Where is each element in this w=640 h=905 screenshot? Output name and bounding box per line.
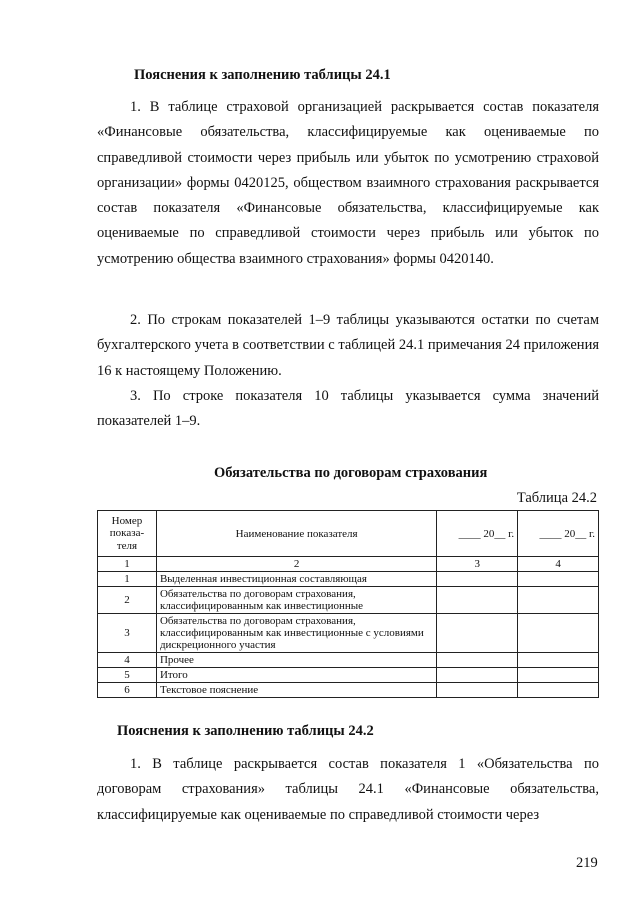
section1-paragraph-1 [97,95,599,272]
row-value-period-2 [518,683,599,698]
row-name: Прочее [156,653,436,668]
row-value-period-1 [437,614,518,653]
table-row [98,683,599,698]
row-value-period-1 [437,683,518,698]
row-number: 4 [98,653,157,668]
row-number: 1 [98,572,157,587]
table-row [98,587,599,614]
row-value-period-1 [437,572,518,587]
table-header-row [98,511,599,557]
row-number: 6 [98,683,157,698]
section2-paragraph-1 [97,752,599,828]
row-value-period-2 [518,614,599,653]
row-value-period-2 [518,572,599,587]
section1-heading: Пояснения к заполнению таблицы 24.1 [134,67,391,83]
row-value-period-1 [437,668,518,683]
column-number: 4 [518,557,599,572]
table-row [98,572,599,587]
row-value-period-1 [437,653,518,668]
row-name: Обязательства по договорам страхования, классифицированным как инвестиционные с условиями дискреционного участия [156,614,436,653]
row-value-period-2 [518,668,599,683]
row-value-period-1 [437,587,518,614]
section1-paragraph-3 [97,384,599,435]
paragraph-text: 3. По строке показателя 10 таблицы указывается сумма значений показателей 1–9. [97,388,599,430]
column-number: 1 [98,557,157,572]
table-row [98,614,599,653]
header-indicator-name: Наименование показателя [156,511,436,557]
row-number: 2 [98,587,157,614]
section2-heading: Пояснения к заполнению таблицы 24.2 [117,723,374,739]
table-column-numbers-row [98,557,599,572]
page-number: 219 [576,855,598,871]
column-number: 2 [156,557,436,572]
row-value-period-2 [518,653,599,668]
header-indicator-number: Номер показа-теля [98,511,157,557]
row-name: Выделенная инвестиционная составляющая [156,572,436,587]
row-value-period-2 [518,587,599,614]
paragraph-text: 1. В таблице раскрывается состав показателя 1 «Обязательства по договорам страхования» таблицы 24.1 «Финансовые обязательства, классифицируемые как оцениваемые по справедливой стоимости через [97,756,599,823]
table-row [98,653,599,668]
paragraph-text: 2. По строкам показателей 1–9 таблицы указываются остатки по счетам бухгалтерского учета в соответствии с таблицей 24.1 примечания 24 приложения 16 к настоящему Положению. [97,312,599,379]
row-name: Итого [156,668,436,683]
row-name: Обязательства по договорам страхования, классифицированным как инвестиционные [156,587,436,614]
table-caption: Обязательства по договорам страхования [214,465,488,481]
obligations-table [97,510,599,698]
column-number: 3 [437,557,518,572]
header-period-2: ____ 20__ г. [518,511,599,557]
row-name: Текстовое пояснение [156,683,436,698]
header-period-1: ____ 20__ г. [437,511,518,557]
section1-paragraph-2 [97,308,599,384]
row-number: 3 [98,614,157,653]
table-row [98,668,599,683]
paragraph-text: 1. В таблице страховой организацией раскрывается состав показателя «Финансовые обязательства, классифицируемые как оцениваемые по справедливой стоимости через прибыль или убыток по усмотрению страховой организации» формы 0420125, обществом взаимного страхования раскрывается состав показателя «Финансовые обязательства, классифицируемые как оцениваемые по справедливой стоимости через прибыль или убыток по усмотрению общества взаимного страхования» формы 0420140. [97,99,599,267]
row-number: 5 [98,668,157,683]
table-number: Таблица 24.2 [516,490,597,506]
